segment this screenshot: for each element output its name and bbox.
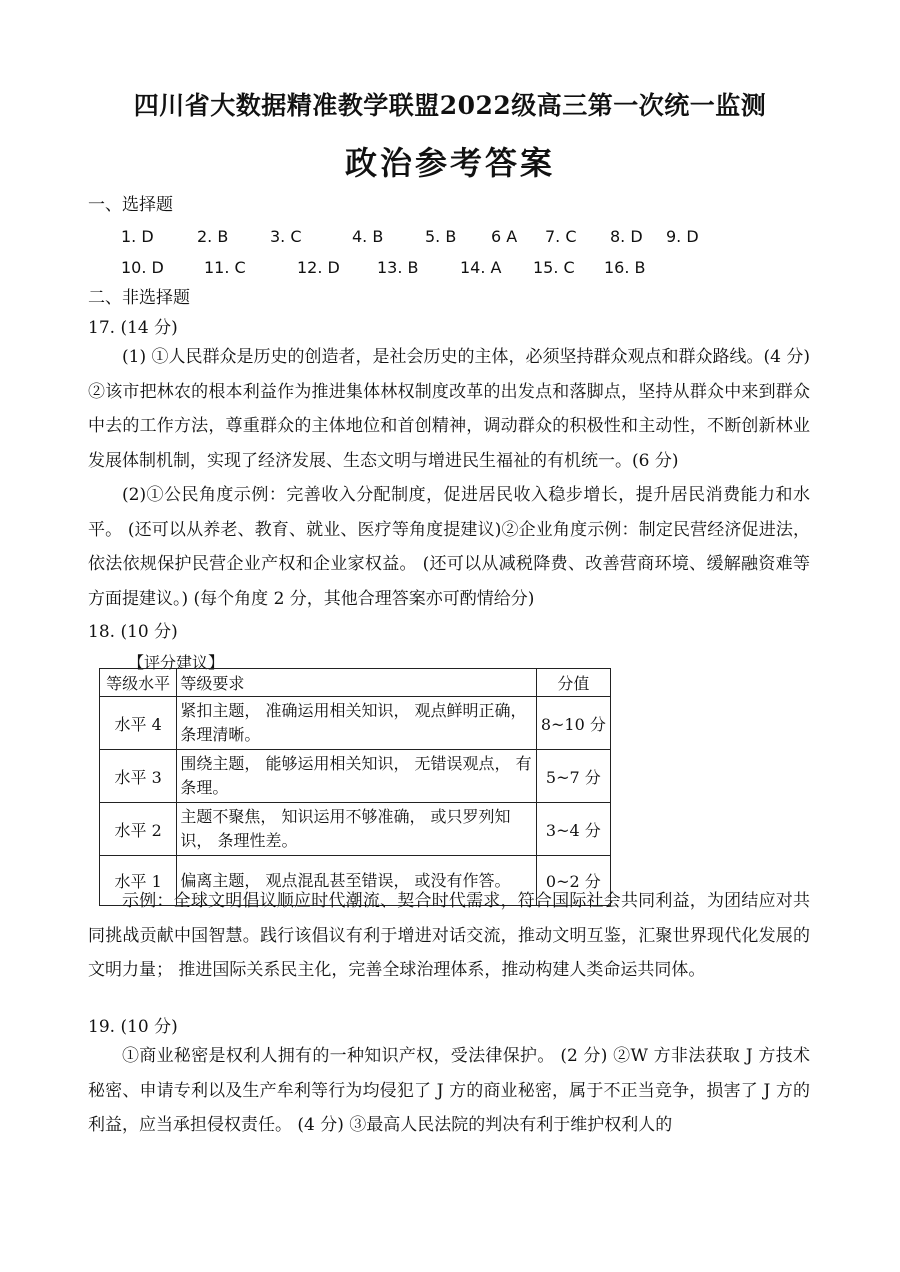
table-header: 分值 — [536, 669, 610, 697]
table-row — [100, 750, 611, 803]
level-cell: 水平 1 — [100, 856, 177, 906]
score-cell: 8~10 分 — [536, 697, 610, 750]
level-cell: 水平 2 — [100, 803, 177, 856]
section-heading-nonchoice: 二、非选择题 — [88, 288, 190, 308]
answer-item: 10. D — [121, 258, 164, 277]
level-cell: 水平 4 — [100, 697, 177, 750]
grading-table — [99, 668, 611, 906]
document-title: 四川省大数据精准教学联盟2022级高三第一次统一监测 — [133, 91, 767, 120]
answer-item: 14. A — [460, 258, 502, 277]
q19-body: ①商业秘密是权利人拥有的一种知识产权，受法律保护。 (2 分) ②W 方非法获取 J 方技术秘密、申请专利以及生产牟利等行为均侵犯了 J 方的商业秘密，属于不正当竞争，损害了 J 方的利益，应当承担侵权责任。 (4 分) ③最高人民法院的判决有利于维护权利人的 — [88, 1046, 810, 1135]
level-cell: 水平 3 — [100, 750, 177, 803]
scoring-note-label: 【评分建议】 — [128, 653, 225, 672]
answer-item: 5. B — [425, 227, 457, 246]
answer-item: 2. B — [197, 227, 229, 246]
requirement-cell: 紧扣主题， 准确运用相关知识， 观点鲜明正确， 条理清晰。 — [177, 697, 536, 750]
q17-part1: (1) ①人民群众是历史的创造者，是社会历史的主体，必须坚持群众观点和群众路线。(4 分) ②该市把林农的根本利益作为推进集体林权制度改革的出发点和落脚点，坚持从群众中来到群众中去的工作方法，尊重群众的主体地位和首创精神，调动群众的积极性和主动性，不断创新林业发展体制机制，实现了经济发展、生态文明与增进民生福祉的有机统一。(6 分) — [88, 347, 810, 471]
answer-item: 7. C — [545, 227, 577, 246]
score-cell: 5~7 分 — [536, 750, 610, 803]
q18-example: 示例：全球文明倡议顺应时代潮流、契合时代需求，符合国际社会共同利益，为团结应对共同挑战贡献中国智慧。践行该倡议有利于增进对话交流，推动文明互鉴，汇聚世界现代化发展的文明力量； 推进国际关系民主化，完善全球治理体系，推动构建人类命运共同体。 — [88, 891, 810, 980]
section-heading-choice: 一、选择题 — [88, 195, 173, 215]
q19-heading: 19. (10 分) — [88, 1017, 178, 1037]
score-cell: 0~2 分 — [536, 856, 610, 906]
answer-item: 8. D — [610, 227, 643, 246]
score-cell: 3~4 分 — [536, 803, 610, 856]
answer-item: 11. C — [204, 258, 246, 277]
table-header-row — [100, 669, 611, 697]
table-row — [100, 697, 611, 750]
answer-item: 1. D — [121, 227, 154, 246]
document-subtitle: 政治参考答案 — [344, 144, 555, 182]
answer-item: 12. D — [297, 258, 340, 277]
answer-item: 15. C — [533, 258, 575, 277]
table-header: 等级要求 — [177, 669, 536, 697]
requirement-cell: 主题不聚焦， 知识运用不够准确， 或只罗列知识， 条理性差。 — [177, 803, 536, 856]
answer-item: 3. C — [270, 227, 302, 246]
requirement-cell: 偏离主题， 观点混乱甚至错误， 或没有作答。 — [177, 856, 536, 906]
table-header: 等级水平 — [100, 669, 177, 697]
answer-item: 6 A — [491, 227, 518, 246]
answer-item: 4. B — [352, 227, 384, 246]
table-row — [100, 803, 611, 856]
answer-item: 9. D — [666, 227, 699, 246]
answer-item: 16. B — [604, 258, 646, 277]
requirement-cell: 围绕主题， 能够运用相关知识， 无错误观点， 有条理。 — [177, 750, 536, 803]
q17-heading: 17. (14 分) — [88, 318, 178, 338]
q17-part2: (2)①公民角度示例：完善收入分配制度，促进居民收入稳步增长，提升居民消费能力和水平。 (还可以从养老、教育、就业、医疗等角度提建议)②企业角度示例：制定民营经济促进法，依法依规保护民营企业产权和企业家权益。 (还可以从减税降费、改善营商环境、缓解融资难等方面提建议。) (每个角度 2 分，其他合理答案亦可酌情给分) — [88, 485, 810, 609]
answer-item: 13. B — [377, 258, 419, 277]
q18-heading: 18. (10 分) — [88, 622, 178, 642]
